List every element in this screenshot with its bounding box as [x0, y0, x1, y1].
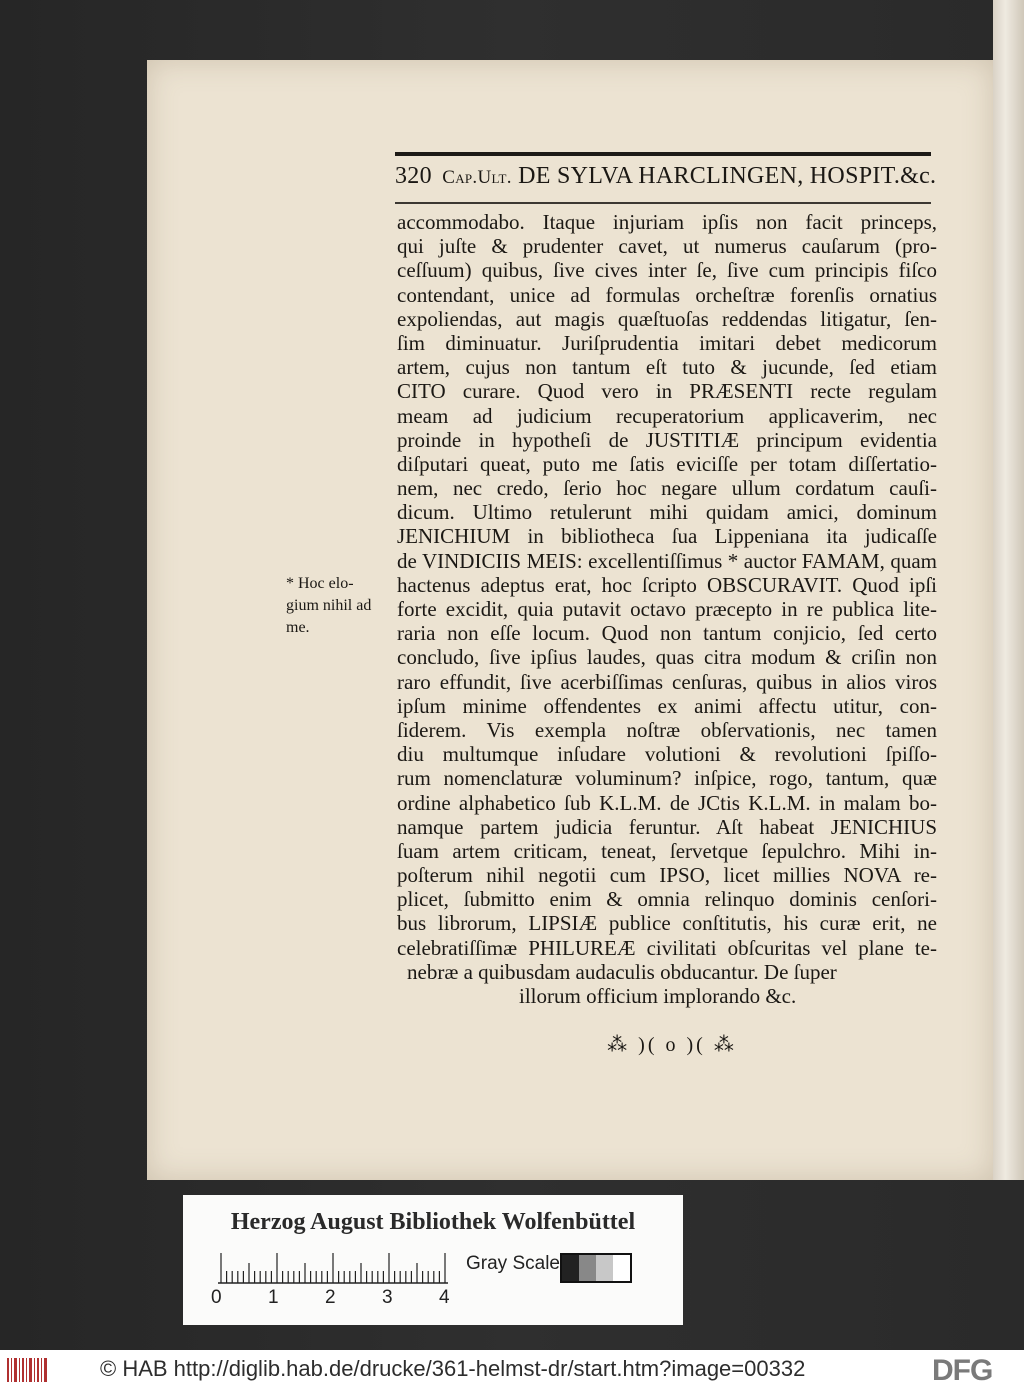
library-scale-label — [183, 1195, 683, 1325]
library-name: Herzog August Bibliothek Wolfenbüttel — [230, 1209, 636, 1235]
body-line: raria non eſſe locum. Quod non tantum conjicio, ſed certo — [397, 621, 937, 646]
dfg-logo: DFG — [932, 1354, 993, 1387]
gray-swatch — [596, 1255, 613, 1281]
chapter-label: Cap.Ult. — [442, 167, 512, 188]
body-line: ſuam artem criticam, teneat, ſervetque ſepulchro. Mihi in- — [397, 838, 937, 863]
body-line: poſterum nihil negotii cum IPSO, licet millies NOVA re- — [397, 863, 937, 888]
adjacent-page-edge — [993, 0, 1024, 1180]
end-ornament: ⁂ )( o )( ⁂ — [607, 1034, 737, 1056]
body-line: contendant, unice ad formulas orcheſtræ forenſis ornatius — [397, 282, 937, 307]
body-line: de VINDICIIS MEIS: excellentiſſimus * auctor FAMAM, quam — [397, 548, 937, 573]
body-line: celebratiſſimæ PHILUREÆ civilitati obſcuritas vel plane te- — [397, 935, 937, 960]
body-line: nem, nec credo, ſerio hoc negare ullum cordatum cauſi- — [397, 476, 937, 501]
body-line: plicet, ſubmitto enim & omnia relinquo dominis cenſori- — [397, 887, 937, 912]
gray-swatch — [562, 1255, 579, 1281]
body-line: JENICHIUM in bibliotheca ſua Lippeniana ita judicaſſe — [397, 524, 937, 549]
ruler-scale — [218, 1253, 448, 1285]
ruler-number: 0 — [211, 1287, 222, 1308]
ruler-number: 4 — [439, 1287, 450, 1308]
body-line: expoliendas, aut magis quæſtuoſas reddendas litigatur, ſen- — [397, 306, 937, 331]
body-line: nebræ a quibusdam audaculis obducantur. De ſuper — [407, 959, 837, 984]
body-line: meam ad judicium recuperatorium applicaverim, nec — [397, 403, 937, 428]
body-line: ceſſuum) quibus, ſive cives inter ſe, ſive cum principis fiſco — [397, 258, 937, 283]
body-line: ſim diminuatur. Juriſprudentia imitari debet medicorum — [397, 330, 937, 355]
ruler-number: 1 — [268, 1287, 279, 1308]
body-line: forte excidit, quia putavit octavo præcepto in re publica lite- — [397, 597, 937, 621]
body-line: dicum. Ultimo retulerunt mihi quidam amici, dominum — [397, 500, 937, 525]
ruler-number: 2 — [325, 1287, 336, 1308]
ruler-numbers — [211, 1287, 471, 1311]
ruler-number: 3 — [382, 1287, 393, 1308]
body-line: namque partem judicia feruntur. Aſt habeat JENICHIUS — [397, 814, 937, 839]
body-line: diſputari queat, puto me ſatis eviciſſe per totam diſſertatio- — [397, 451, 937, 476]
body-text — [397, 210, 937, 1008]
body-line: accommodabo. Itaque injuriam ipſis non facit princeps, — [397, 210, 937, 234]
running-header — [395, 163, 940, 190]
body-line: rum nomenclaturæ voluminum? inſpice, rogo, tantum, quæ — [397, 766, 937, 791]
body-line: ipſum minime offendentes ex animi affectu utitur, con- — [397, 693, 937, 718]
copyright-url[interactable]: © HAB http://diglib.hab.de/drucke/361-helmst-dr/start.htm?image=00332 — [100, 1356, 806, 1381]
margin-note-line: me. — [286, 619, 310, 636]
margin-note-line: * Hoc elo- — [286, 575, 354, 592]
barcode-icon — [6, 1356, 48, 1384]
running-title: DE SYLVA HARCLINGEN, HOSPIT.&c. — [518, 163, 937, 189]
body-line: diu multumque inſudare volutioni & revolutioni ſpiſſo- — [397, 742, 937, 767]
gray-scale-swatches — [560, 1253, 632, 1283]
margin-note — [286, 573, 401, 639]
body-line: ordine alphabetico ſub K.L.M. de JCtis K.L.M. in malam bo- — [397, 790, 937, 815]
body-line: CITO curare. Quod vero in PRÆSENTI recte regulam — [397, 379, 937, 404]
body-line: raro effundit, ſive acerbiſſimas cenſuras, quibus in alios viros — [397, 669, 937, 694]
body-line: qui juſte & prudenter cavet, ut numerus cauſarum (pro- — [397, 234, 937, 259]
gray-scale-label: Gray Scale — [466, 1253, 560, 1274]
body-line: ſiderem. Vis exempla noſtræ obſervationis, nec tamen — [397, 717, 937, 742]
gray-swatch — [613, 1255, 630, 1281]
footer-bar — [0, 1350, 1024, 1390]
header-rule-bottom — [395, 202, 931, 204]
body-line: bus librorum, LIPSIÆ publice conſtitutis, his curæ erit, ne — [397, 911, 937, 936]
body-line: concludo, ſive ipſius laudes, quas citra modum & criſin non — [397, 645, 937, 670]
gray-swatch — [579, 1255, 596, 1281]
body-line: proinde in hypotheſi de JUSTITIÆ principum evidentia — [397, 427, 937, 452]
body-line: illorum officium implorando &c. — [519, 984, 797, 1008]
body-line: artem, cujus non tantum eſt tuto & jucunde, ſed etiam — [397, 355, 937, 380]
body-line: hactenus adeptus erat, hoc ſcripto OBSCURAVIT. Quod ipſi — [397, 572, 937, 597]
page-number: 320 — [395, 163, 432, 189]
margin-note-line: gium nihil ad — [286, 597, 372, 614]
header-rule-top — [395, 152, 931, 156]
